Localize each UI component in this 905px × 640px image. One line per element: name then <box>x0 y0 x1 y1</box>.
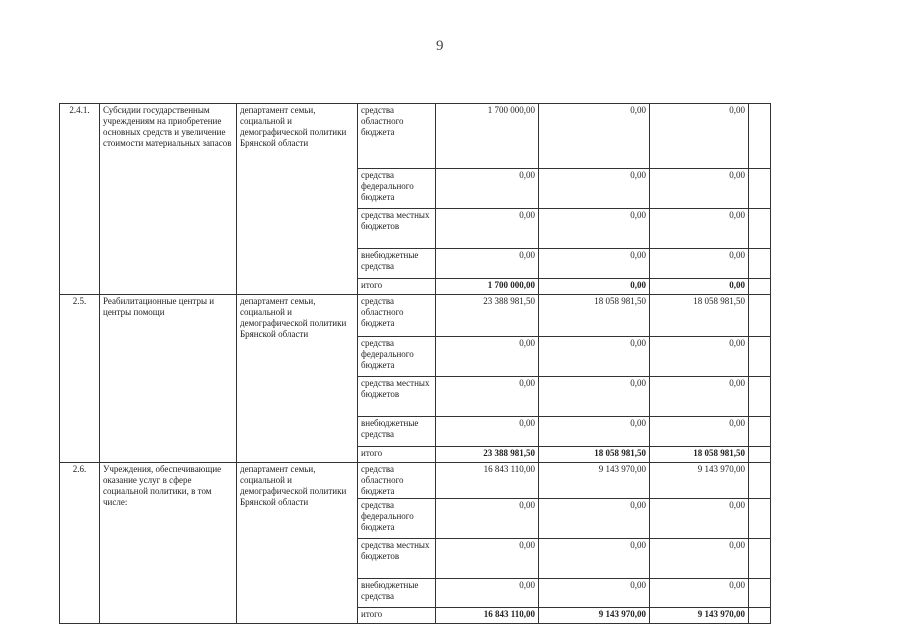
empty-cell <box>749 279 771 295</box>
value-year-1: 0,00 <box>436 417 539 447</box>
value-year-2: 0,00 <box>539 417 650 447</box>
source-row <box>60 295 771 337</box>
value-year-1: 0,00 <box>436 377 539 417</box>
source-row <box>60 104 771 169</box>
funding-source: внебюджетные средства <box>358 249 436 279</box>
value-year-3: 9 143 970,00 <box>650 608 749 624</box>
empty-cell <box>749 608 771 624</box>
empty-cell <box>749 579 771 608</box>
section-department: департамент семьи, социальной и демографической политики Брянской области <box>237 463 358 624</box>
funding-source: средства областного бюджета <box>358 104 436 169</box>
empty-cell <box>749 377 771 417</box>
budget-table <box>59 103 771 624</box>
value-year-1: 16 843 110,00 <box>436 608 539 624</box>
value-year-2: 0,00 <box>539 249 650 279</box>
value-year-1: 16 843 110,00 <box>436 463 539 499</box>
value-year-1: 1 700 000,00 <box>436 104 539 169</box>
empty-cell <box>749 209 771 249</box>
value-year-1: 0,00 <box>436 249 539 279</box>
funding-source: внебюджетные средства <box>358 579 436 608</box>
value-year-3: 18 058 981,50 <box>650 295 749 337</box>
value-year-3: 0,00 <box>650 499 749 539</box>
value-year-1: 0,00 <box>436 337 539 377</box>
empty-cell <box>749 249 771 279</box>
empty-cell <box>749 539 771 579</box>
funding-source: итого <box>358 608 436 624</box>
funding-source: средства областного бюджета <box>358 463 436 499</box>
funding-source: средства федерального бюджета <box>358 169 436 209</box>
funding-source: средства областного бюджета <box>358 295 436 337</box>
value-year-3: 0,00 <box>650 337 749 377</box>
funding-source: итого <box>358 279 436 295</box>
empty-cell <box>749 295 771 337</box>
value-year-1: 0,00 <box>436 209 539 249</box>
value-year-3: 0,00 <box>650 377 749 417</box>
value-year-2: 0,00 <box>539 104 650 169</box>
section-name: Реабилитационные центры и центры помощи <box>100 295 237 463</box>
section-index: 2.5. <box>60 295 100 463</box>
value-year-2: 0,00 <box>539 209 650 249</box>
value-year-3: 0,00 <box>650 169 749 209</box>
value-year-3: 0,00 <box>650 417 749 447</box>
value-year-2: 0,00 <box>539 169 650 209</box>
value-year-2: 0,00 <box>539 579 650 608</box>
value-year-3: 0,00 <box>650 104 749 169</box>
empty-cell <box>749 463 771 499</box>
funding-source: итого <box>358 447 436 463</box>
value-year-1: 23 388 981,50 <box>436 447 539 463</box>
value-year-1: 0,00 <box>436 579 539 608</box>
empty-cell <box>749 447 771 463</box>
value-year-2: 0,00 <box>539 539 650 579</box>
empty-cell <box>749 169 771 209</box>
section-department: департамент семьи, социальной и демографической политики Брянской области <box>237 104 358 295</box>
value-year-2: 9 143 970,00 <box>539 608 650 624</box>
empty-cell <box>749 417 771 447</box>
value-year-2: 18 058 981,50 <box>539 447 650 463</box>
value-year-2: 0,00 <box>539 279 650 295</box>
value-year-1: 0,00 <box>436 499 539 539</box>
value-year-1: 0,00 <box>436 169 539 209</box>
value-year-3: 0,00 <box>650 539 749 579</box>
funding-source: средства федерального бюджета <box>358 337 436 377</box>
source-row <box>60 463 771 499</box>
value-year-2: 0,00 <box>539 377 650 417</box>
value-year-3: 18 058 981,50 <box>650 447 749 463</box>
page-number: 9 <box>436 38 444 54</box>
empty-cell <box>749 337 771 377</box>
funding-source: средства федерального бюджета <box>358 499 436 539</box>
budget-table-body <box>60 104 771 624</box>
section-department: департамент семьи, социальной и демографической политики Брянской области <box>237 295 358 463</box>
section-name: Учреждения, обеспечивающие оказание услуг в сфере социальной политики, в том числе: <box>100 463 237 624</box>
value-year-1: 23 388 981,50 <box>436 295 539 337</box>
value-year-2: 18 058 981,50 <box>539 295 650 337</box>
funding-source: средства местных бюджетов <box>358 539 436 579</box>
empty-cell <box>749 104 771 169</box>
value-year-1: 1 700 000,00 <box>436 279 539 295</box>
value-year-3: 0,00 <box>650 579 749 608</box>
value-year-3: 0,00 <box>650 249 749 279</box>
value-year-3: 9 143 970,00 <box>650 463 749 499</box>
value-year-2: 9 143 970,00 <box>539 463 650 499</box>
value-year-1: 0,00 <box>436 539 539 579</box>
value-year-2: 0,00 <box>539 499 650 539</box>
funding-source: внебюджетные средства <box>358 417 436 447</box>
empty-cell <box>749 499 771 539</box>
section-index: 2.6. <box>60 463 100 624</box>
section-name: Субсидии государственным учреждениям на приобретение основных средств и увеличение стоимости материальных запасов <box>100 104 237 295</box>
value-year-3: 0,00 <box>650 209 749 249</box>
funding-source: средства местных бюджетов <box>358 209 436 249</box>
funding-source: средства местных бюджетов <box>358 377 436 417</box>
section-index: 2.4.1. <box>60 104 100 295</box>
value-year-2: 0,00 <box>539 337 650 377</box>
value-year-3: 0,00 <box>650 279 749 295</box>
